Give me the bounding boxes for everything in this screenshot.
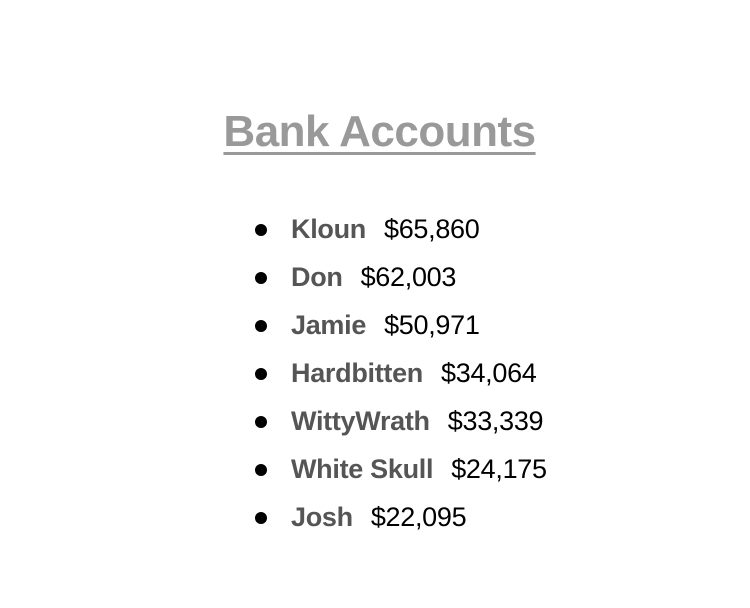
page-title: Bank Accounts: [223, 107, 536, 156]
bullet-icon: [255, 464, 267, 476]
bullet-icon: [255, 416, 267, 428]
account-name: Josh $22,095: [291, 502, 467, 532]
account-name: Don $62,003: [291, 262, 457, 292]
account-name: Jamie $50,971: [291, 310, 480, 340]
account-name: Kloun $65,860: [291, 214, 480, 244]
account-balance: $22,095: [370, 502, 467, 532]
bullet-icon: [255, 320, 267, 332]
account-name: Hardbitten $34,064: [291, 358, 537, 388]
account-balance: $62,003: [360, 262, 457, 292]
account-balance: $24,175: [451, 454, 547, 484]
account-name: White Skull $24,175: [291, 454, 547, 484]
bullet-icon: [255, 272, 267, 284]
bullet-icon: [255, 368, 267, 380]
bullet-icon: [255, 224, 267, 236]
bullet-icon: [255, 512, 267, 524]
account-balance: $34,064: [441, 358, 537, 388]
account-balance: $50,971: [384, 310, 480, 340]
account-balance: $33,339: [447, 406, 544, 436]
account-name: WittyWrath $33,339: [291, 406, 544, 436]
account-balance: $65,860: [383, 214, 480, 244]
